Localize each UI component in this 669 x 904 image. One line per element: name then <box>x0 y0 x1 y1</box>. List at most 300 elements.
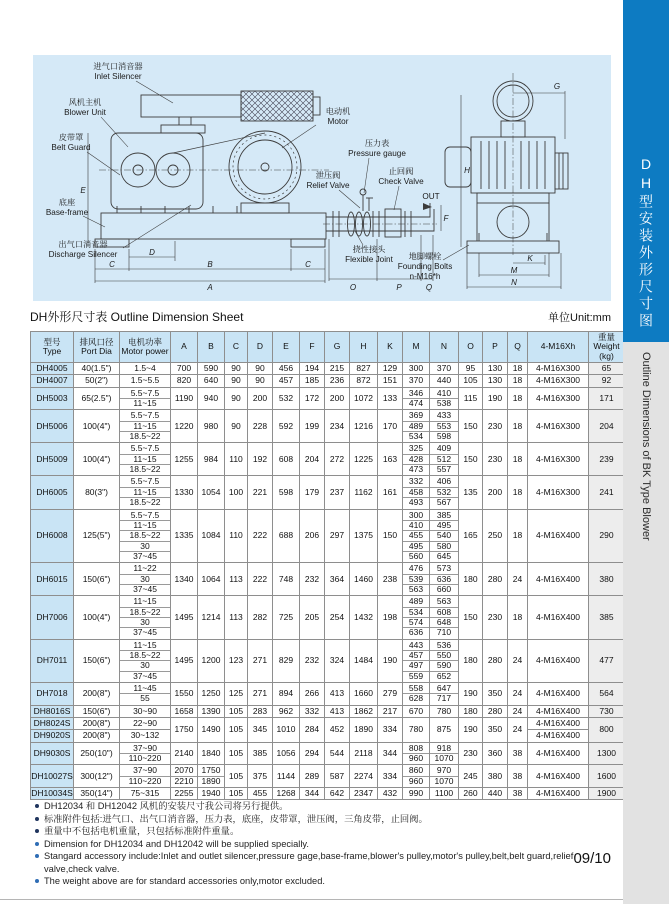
label-founding-bolts-en: Founding Bolts <box>397 262 453 271</box>
cell-C: 110 <box>225 443 248 476</box>
cell-N: 875 <box>430 718 459 743</box>
cell-B: 1840 <box>198 742 225 765</box>
cell-type: DH9020S <box>31 730 74 742</box>
cell-type: DH5003 <box>31 387 74 410</box>
cell-type: DH6005 <box>31 476 74 509</box>
cell-D: 385 <box>248 742 273 765</box>
cell-weight: 239 <box>589 443 625 476</box>
cell-H: 2118 <box>350 742 378 765</box>
cell-B: 1084 <box>198 509 225 563</box>
cell-G: 297 <box>325 509 350 563</box>
cell-C: 90 <box>225 387 248 410</box>
cell-C: 105 <box>225 742 248 765</box>
cell-power: 22~90 <box>120 718 171 730</box>
cell-E: 1268 <box>273 788 300 800</box>
notes-list <box>33 800 611 888</box>
cell-power: 11~22 30 37~45 <box>120 563 171 596</box>
table-row <box>31 788 625 800</box>
cell-N: 440 <box>430 375 459 387</box>
bottom-rule <box>0 899 623 900</box>
end-view <box>445 73 568 257</box>
cell-G: 215 <box>325 363 350 375</box>
cell-port: 100(4") <box>74 596 120 639</box>
side-view <box>95 91 440 247</box>
cell-D: 192 <box>248 443 273 476</box>
table-row <box>31 705 625 717</box>
cell-C: 105 <box>225 788 248 800</box>
cell-Q: 24 <box>508 563 528 596</box>
cell-weight: 92 <box>589 375 625 387</box>
cell-K: 432 <box>378 788 403 800</box>
cell-E: 456 <box>273 363 300 375</box>
cell-weight: 1900 <box>589 788 625 800</box>
cell-N: 409 512 557 <box>430 443 459 476</box>
sidebar-title-en: Outline Dimensions of BK Type Blower <box>640 352 652 541</box>
cell-A: 1750 <box>171 718 198 743</box>
label-relief-valve-en: Relief Valve <box>306 181 350 190</box>
page-number: 09/10 <box>573 850 611 867</box>
cell-type: DH5006 <box>31 410 74 443</box>
cell-port: 300(12") <box>74 765 120 788</box>
dim-N: N <box>511 278 517 287</box>
cell-H: 827 <box>350 363 378 375</box>
cell-N: 536 550 590 652 <box>430 639 459 682</box>
col-header-bolt: 4-M16Xh <box>528 332 589 363</box>
cell-A: 1190 <box>171 387 198 410</box>
cell-weight: 380 <box>589 563 625 596</box>
cell-E: 592 <box>273 410 300 443</box>
cell-bolt: 4-M16X400 <box>528 683 589 706</box>
cell-D: 345 <box>248 718 273 743</box>
table-row <box>31 742 625 765</box>
cell-C: 90 <box>225 375 248 387</box>
cell-bolt: 4-M16X300 <box>528 363 589 375</box>
cell-K: 217 <box>378 705 403 717</box>
cell-F: 294 <box>300 742 325 765</box>
out-arrow-icon <box>423 203 432 210</box>
cell-A: 820 <box>171 375 198 387</box>
outline-drawing-panel <box>33 55 611 301</box>
cell-O: 115 <box>459 387 483 410</box>
cell-port: 200(8") <box>74 718 120 730</box>
cell-M: 558 628 <box>403 683 430 706</box>
col-header-B: B <box>198 332 225 363</box>
table-row <box>31 765 625 788</box>
cell-F: 284 <box>300 718 325 743</box>
dim-H: H <box>464 166 470 175</box>
dim-F: F <box>443 214 449 223</box>
note-text: Stangard accessory include:Inlet and outlet silencer,pressure gage,base-frame,blower's pulley,motor's pulley,belt,belt guard,relief valve,check valve. <box>44 851 574 874</box>
cell-M: 369 489 534 <box>403 410 430 443</box>
cell-power: 5.5~7.5 11~15 18.5~22 <box>120 410 171 443</box>
cell-port: 200(8") <box>74 730 120 742</box>
cell-C: 90 <box>225 410 248 443</box>
col-header-D: D <box>248 332 273 363</box>
cell-M: 489 534 574 636 <box>403 596 430 639</box>
cell-P: 280 <box>483 705 508 717</box>
cell-B: 1250 <box>198 683 225 706</box>
cell-E: 962 <box>273 705 300 717</box>
cell-G: 452 <box>325 718 350 743</box>
cell-M: 300 <box>403 363 430 375</box>
cell-O: 135 <box>459 476 483 509</box>
cell-N: 780 <box>430 705 459 717</box>
cell-M: 346 474 <box>403 387 430 410</box>
dimension-table-body <box>31 363 625 800</box>
cell-power: 37~90 110~220 <box>120 742 171 765</box>
cell-F: 205 <box>300 596 325 639</box>
cell-N: 918 1070 <box>430 742 459 765</box>
cell-O: 245 <box>459 765 483 788</box>
sidebar-title-cn: DH型安装外形尺寸图 <box>638 156 654 330</box>
note-item <box>33 800 611 813</box>
dim-Q: Q <box>425 283 433 292</box>
table-row <box>31 387 625 410</box>
col-header-F: F <box>300 332 325 363</box>
cell-D: 271 <box>248 683 273 706</box>
table-row <box>31 410 625 443</box>
cell-power: 30~90 <box>120 705 171 717</box>
cell-M: 476 539 563 <box>403 563 430 596</box>
cell-A: 1495 <box>171 639 198 682</box>
cell-G: 237 <box>325 476 350 509</box>
cell-weight: 1600 <box>589 765 625 788</box>
cell-weight: 171 <box>589 387 625 410</box>
note-text: 标准附件包括:进气口、出气口消音器，压力表，底座，皮带罩，泄压阀，三角皮带，止回阀。 <box>44 813 428 824</box>
dimension-lines-left <box>88 95 461 283</box>
cell-H: 1432 <box>350 596 378 639</box>
cell-port: 100(4") <box>74 443 120 476</box>
cell-N: 647 717 <box>430 683 459 706</box>
cell-N: 1100 <box>430 788 459 800</box>
cell-type: DH4005 <box>31 363 74 375</box>
label-pressure-gauge-cn: 压力表 <box>364 139 390 148</box>
cell-K: 279 <box>378 683 403 706</box>
sidebar-blue-band <box>623 0 669 342</box>
cell-bolt: 4-M16X300 <box>528 443 589 476</box>
cell-type: DH4007 <box>31 375 74 387</box>
cell-type: DH10027S <box>31 765 74 788</box>
cell-K: 190 <box>378 639 403 682</box>
cell-type: DH8016S <box>31 705 74 717</box>
cell-bolt: 4-M16X400 <box>528 563 589 596</box>
cell-B: 640 <box>198 375 225 387</box>
cell-K: 133 <box>378 387 403 410</box>
col-header-H: H <box>350 332 378 363</box>
label-founding-bolts-cn: 地脚螺栓 <box>408 252 442 261</box>
cell-K: 161 <box>378 476 403 509</box>
cell-E: 688 <box>273 509 300 563</box>
cell-B: 1054 <box>198 476 225 509</box>
cell-H: 1225 <box>350 443 378 476</box>
cell-weight: 477 <box>589 639 625 682</box>
bullet-icon <box>35 879 39 883</box>
cell-H: 1072 <box>350 387 378 410</box>
label-out: OUT <box>422 192 440 201</box>
cell-port: 150(6") <box>74 705 120 717</box>
cell-power: 1.5~5.5 <box>120 375 171 387</box>
unit-label: 单位Unit:mm <box>548 312 611 324</box>
dimension-table-wrap <box>30 331 620 800</box>
cell-Q: 24 <box>508 683 528 706</box>
label-inlet-silencer-cn: 进气口消音器 <box>93 62 143 71</box>
cell-K: 129 <box>378 363 403 375</box>
dim-M: M <box>510 266 518 275</box>
cell-weight: 204 <box>589 410 625 443</box>
cell-G: 254 <box>325 596 350 639</box>
dim-O: O <box>349 283 357 292</box>
cell-C: 123 <box>225 639 248 682</box>
cell-bolt: 4-M16X300 <box>528 476 589 509</box>
cell-P: 280 <box>483 639 508 682</box>
cell-Q: 18 <box>508 375 528 387</box>
cell-N: 385 495 540 580 645 <box>430 509 459 563</box>
cell-F: 332 <box>300 705 325 717</box>
cell-M: 990 <box>403 788 430 800</box>
cell-bolt: 4-M16X400 <box>528 596 589 639</box>
label-check-valve-cn: 止回阀 <box>388 167 414 176</box>
cell-power: 11~45 55 <box>120 683 171 706</box>
cell-G: 236 <box>325 375 350 387</box>
label-discharge-silencer-en: Discharge Silencer <box>48 250 118 259</box>
cell-power: 5.5~7.5 11~15 <box>120 387 171 410</box>
col-header-type: 型号 Type <box>31 332 74 363</box>
cell-B: 1390 <box>198 705 225 717</box>
cell-port: 150(6") <box>74 563 120 596</box>
cell-power: 1.5~4 <box>120 363 171 375</box>
label-blower-unit-en: Blower Unit <box>64 108 106 117</box>
cell-C: 110 <box>225 509 248 563</box>
table-row <box>31 509 625 563</box>
outline-drawing <box>33 55 611 301</box>
cell-F: 206 <box>300 509 325 563</box>
cell-power: 30~132 <box>120 730 171 742</box>
cell-G: 234 <box>325 410 350 443</box>
cell-Q: 24 <box>508 705 528 717</box>
dim-K: K <box>527 254 533 263</box>
col-header-O: O <box>459 332 483 363</box>
label-flexible-joint-en: Flexible Joint <box>345 255 393 264</box>
cell-B: 980 <box>198 410 225 443</box>
cell-F: 289 <box>300 765 325 788</box>
col-header-K: K <box>378 332 403 363</box>
cell-N: 370 <box>430 363 459 375</box>
cell-weight: 241 <box>589 476 625 509</box>
cell-bolt: 4-M16X300 <box>528 375 589 387</box>
cell-weight: 564 <box>589 683 625 706</box>
cell-C: 90 <box>225 363 248 375</box>
cell-D: 200 <box>248 387 273 410</box>
cell-Q: 18 <box>508 410 528 443</box>
cell-type: DH5009 <box>31 443 74 476</box>
cell-G: 324 <box>325 639 350 682</box>
cell-O: 180 <box>459 705 483 717</box>
col-header-C: C <box>225 332 248 363</box>
cell-bolt: 4-M16X400 <box>528 730 589 742</box>
table-row <box>31 718 625 730</box>
cell-D: 283 <box>248 705 273 717</box>
cell-H: 1216 <box>350 410 378 443</box>
cell-D: 221 <box>248 476 273 509</box>
cell-Q: 18 <box>508 387 528 410</box>
table-row <box>31 683 625 706</box>
cell-A: 1255 <box>171 443 198 476</box>
cell-A: 2070 2210 <box>171 765 198 788</box>
dim-C2: C <box>305 260 311 269</box>
cell-weight: 800 <box>589 718 625 743</box>
cell-Q: 18 <box>508 596 528 639</box>
cell-F: 232 <box>300 639 325 682</box>
label-relief-valve-cn: 泄压阀 <box>315 171 341 180</box>
cell-E: 829 <box>273 639 300 682</box>
label-pressure-gauge-en: Pressure gauge <box>348 149 406 158</box>
dim-G: G <box>553 82 561 91</box>
cell-D: 282 <box>248 596 273 639</box>
cell-H: 1375 <box>350 509 378 563</box>
cell-F: 204 <box>300 443 325 476</box>
cell-N: 970 1070 <box>430 765 459 788</box>
col-header-weight: 重量 Weight (kg) <box>589 332 625 363</box>
cell-P: 130 <box>483 375 508 387</box>
cell-M: 332 458 493 <box>403 476 430 509</box>
cell-P: 230 <box>483 443 508 476</box>
note-item <box>33 875 611 888</box>
cell-N: 573 636 660 <box>430 563 459 596</box>
cell-B: 1940 <box>198 788 225 800</box>
cell-O: 150 <box>459 410 483 443</box>
cell-D: 228 <box>248 410 273 443</box>
col-header-G: G <box>325 332 350 363</box>
label-base-frame-en: Base-frame <box>45 208 89 217</box>
cell-B: 1214 <box>198 596 225 639</box>
cell-M: 808 960 <box>403 742 430 765</box>
sidebar <box>623 0 669 904</box>
cell-port: 125(5") <box>74 509 120 563</box>
cell-F: 199 <box>300 410 325 443</box>
cell-P: 250 <box>483 509 508 563</box>
cell-type: DH7011 <box>31 639 74 682</box>
cell-port: 80(3") <box>74 476 120 509</box>
bullet-icon <box>35 817 39 821</box>
dim-P: P <box>396 283 402 292</box>
cell-B: 1064 <box>198 563 225 596</box>
cell-type: DH9030S <box>31 742 74 765</box>
cell-E: 1010 <box>273 718 300 743</box>
label-base-frame-cn: 底座 <box>58 198 76 207</box>
cell-D: 375 <box>248 765 273 788</box>
cell-A: 1658 <box>171 705 198 717</box>
cell-D: 222 <box>248 563 273 596</box>
cell-bolt: 4-M16X400 <box>528 705 589 717</box>
cell-F: 172 <box>300 387 325 410</box>
cell-O: 190 <box>459 718 483 743</box>
cell-C: 125 <box>225 683 248 706</box>
cell-H: 2347 <box>350 788 378 800</box>
cell-B: 940 <box>198 387 225 410</box>
cell-port: 250(10") <box>74 742 120 765</box>
cell-G: 587 <box>325 765 350 788</box>
cell-E: 725 <box>273 596 300 639</box>
table-row <box>31 596 625 639</box>
col-header-E: E <box>273 332 300 363</box>
bullet-icon <box>35 842 39 846</box>
cell-A: 700 <box>171 363 198 375</box>
cell-power: 11~15 18.5~22 30 37~45 <box>120 596 171 639</box>
cell-D: 222 <box>248 509 273 563</box>
cell-A: 2140 <box>171 742 198 765</box>
dim-B: B <box>207 260 213 269</box>
cell-E: 457 <box>273 375 300 387</box>
cell-M: 325 428 473 <box>403 443 430 476</box>
cell-Q: 38 <box>508 765 528 788</box>
cell-P: 440 <box>483 788 508 800</box>
cell-weight: 385 <box>589 596 625 639</box>
cell-A: 1340 <box>171 563 198 596</box>
cell-G: 544 <box>325 742 350 765</box>
cell-N: 406 532 567 <box>430 476 459 509</box>
cell-weight: 290 <box>589 509 625 563</box>
cell-P: 380 <box>483 765 508 788</box>
label-motor-en: Motor <box>327 117 349 126</box>
cell-M: 370 <box>403 375 430 387</box>
cell-F: 232 <box>300 563 325 596</box>
cell-E: 608 <box>273 443 300 476</box>
cell-O: 105 <box>459 375 483 387</box>
cell-A: 1220 <box>171 410 198 443</box>
cell-K: 198 <box>378 596 403 639</box>
cell-M: 300 410 455 495 560 <box>403 509 430 563</box>
cell-M: 670 <box>403 705 430 717</box>
cell-G: 413 <box>325 683 350 706</box>
cell-A: 1335 <box>171 509 198 563</box>
cell-O: 165 <box>459 509 483 563</box>
col-header-power: 电机功率 Motor power <box>120 332 171 363</box>
cell-type: DH7006 <box>31 596 74 639</box>
cell-K: 344 <box>378 742 403 765</box>
cell-type: DH10034S <box>31 788 73 799</box>
cell-P: 350 <box>483 718 508 743</box>
sheet-title: DH外形尺寸表 Outline Dimension Sheet <box>30 310 244 324</box>
label-founding-bolts-spec: n-M16*h <box>409 272 441 281</box>
cell-D: 455 <box>248 788 273 800</box>
cell-G: 200 <box>325 387 350 410</box>
cell-E: 748 <box>273 563 300 596</box>
note-text: The weight above are for standard accessories only,motor excluded. <box>44 876 325 887</box>
cell-B: 1750 1890 <box>198 765 225 788</box>
cell-K: 150 <box>378 509 403 563</box>
cell-power: 37~90 110~220 <box>120 765 171 788</box>
cell-E: 598 <box>273 476 300 509</box>
cell-port: 100(4") <box>74 410 120 443</box>
cell-N: 433 553 598 <box>430 410 459 443</box>
cell-G: 364 <box>325 563 350 596</box>
cell-K: 238 <box>378 563 403 596</box>
cell-O: 150 <box>459 443 483 476</box>
cell-weight: 65 <box>589 363 625 375</box>
cell-Q: 24 <box>508 718 528 743</box>
cell-N: 563 608 648 710 <box>430 596 459 639</box>
cell-port: 200(8") <box>74 683 120 706</box>
cell-type: DH6008 <box>31 509 74 563</box>
cell-power: 5.5~7.5 11~15 18.5~22 30 37~45 <box>120 509 171 563</box>
cell-weight: 1300 <box>589 742 625 765</box>
cell-C: 105 <box>225 705 248 717</box>
cell-bolt: 4-M16X400 <box>528 509 589 563</box>
cell-port: 50(2") <box>74 375 120 387</box>
cell-K: 151 <box>378 375 403 387</box>
cell-Q: 18 <box>508 363 528 375</box>
cell-O: 190 <box>459 683 483 706</box>
